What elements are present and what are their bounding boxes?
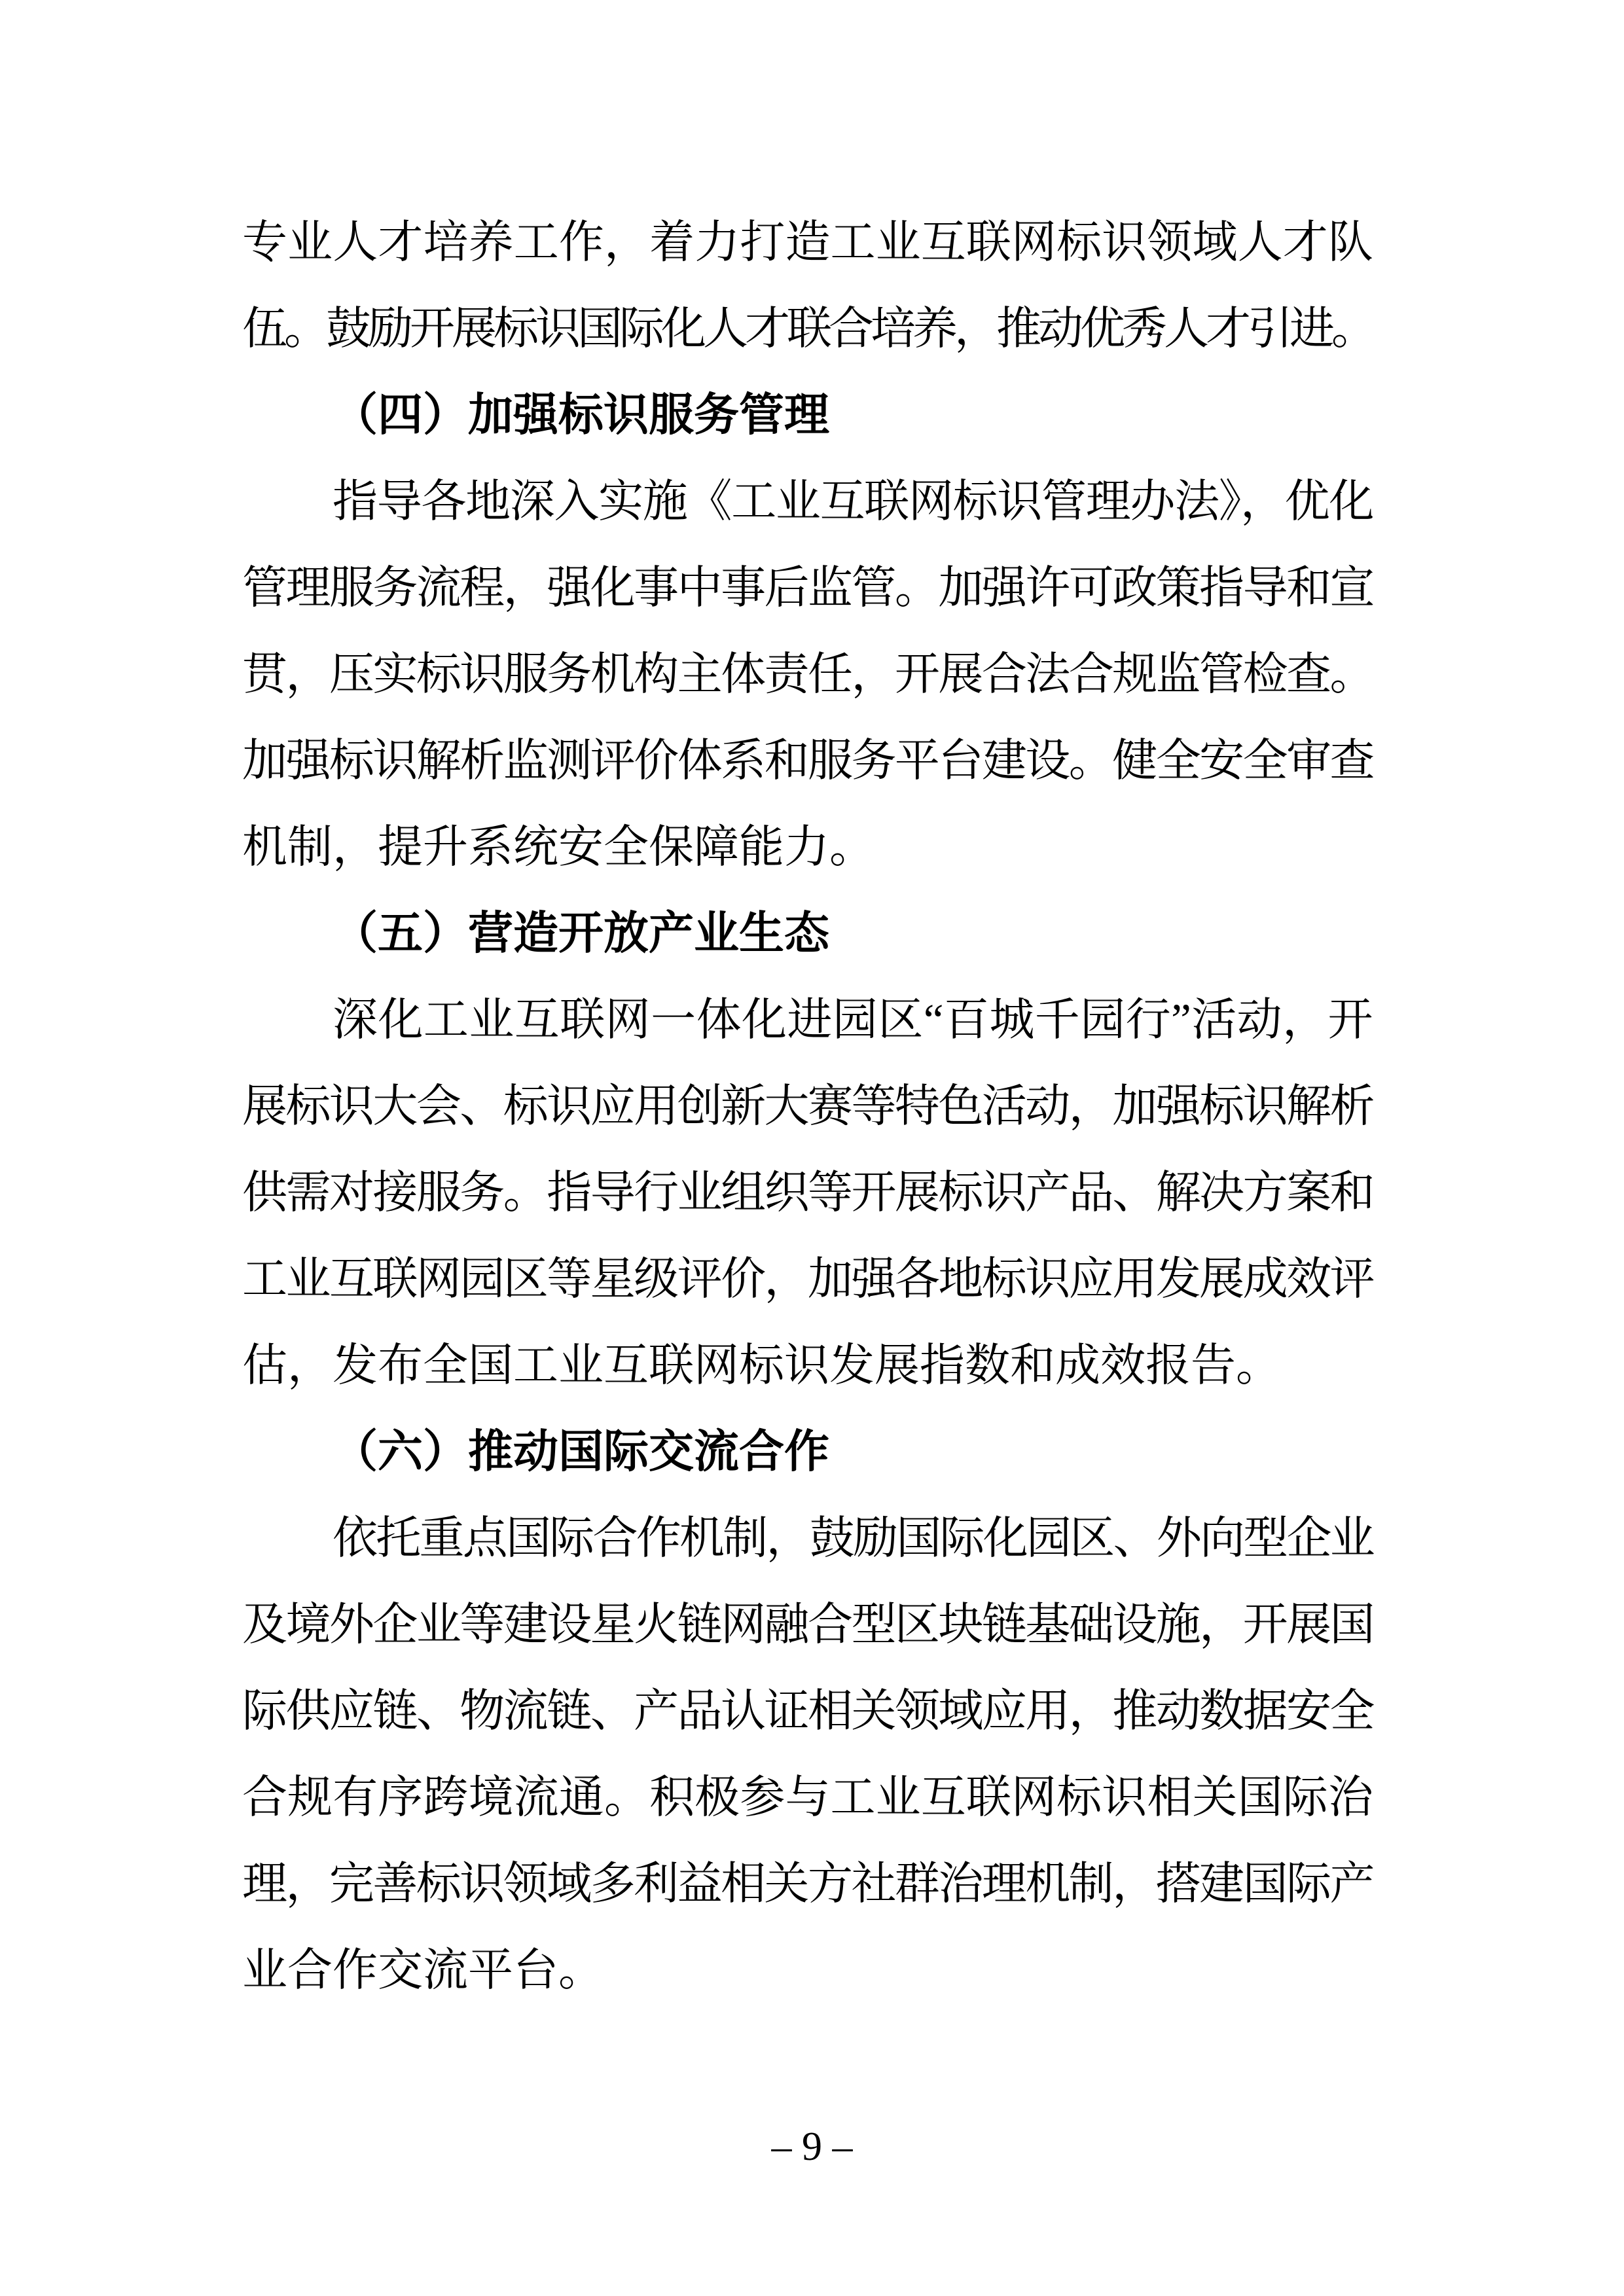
text-line-content: 加强标识解析监测评价体系和服务平台建设。健全安全审查 — [242, 736, 1374, 785]
text-line — [242, 199, 1373, 285]
text-line — [242, 977, 1373, 1063]
text-line-content: 估，发布全国工业互联网标识发展指数和成效报告。 — [242, 1340, 1281, 1390]
text-line — [242, 1840, 1373, 1927]
text-line-content: 指导各地深入实施《工业互联网标识管理办法》，优化 — [333, 476, 1373, 526]
text-line-content: （四）加强标识服务管理 — [333, 390, 829, 440]
text-line — [242, 631, 1373, 717]
text-line-content: 贯，压实标识服务机构主体责任，开展合法合规监管检查。 — [242, 649, 1374, 699]
text-line-content: 工业互联网园区等星级评价，加强各地标识应用发展成效评 — [242, 1254, 1374, 1304]
text-line — [242, 804, 1373, 890]
text-line — [242, 545, 1373, 631]
text-line-content: （六）推动国际交流合作 — [333, 1427, 829, 1477]
text-line-content: 专业人才培养工作，着力打造工业互联网标识领域人才队 — [242, 217, 1373, 267]
text-line-content: 合规有序跨境流通。积极参与工业互联网标识相关国际治 — [242, 1772, 1373, 1822]
section-heading-line — [242, 372, 1373, 458]
text-line — [242, 458, 1373, 545]
text-line-content: 及境外企业等建设星火链网融合型区块链基础设施，开展国 — [242, 1600, 1374, 1649]
text-line — [242, 1668, 1373, 1754]
text-line — [242, 1236, 1373, 1322]
text-line-content: （五）营造开放产业生态 — [333, 908, 829, 958]
text-line — [242, 1322, 1373, 1408]
text-line-content: 依托重点国际合作机制，鼓励国际化园区、外向型企业 — [333, 1513, 1373, 1563]
section-heading-line — [242, 1408, 1373, 1495]
text-line — [242, 1149, 1373, 1236]
page-footer — [0, 2119, 1624, 2174]
text-line — [242, 285, 1373, 372]
text-line — [242, 1063, 1373, 1149]
text-line — [242, 1927, 1373, 2013]
text-line-content: 理，完善标识领域多利益相关方社群治理机制，搭建国际产 — [242, 1859, 1374, 1909]
page-number: – 9 – — [771, 2125, 853, 2169]
text-line-content: 供需对接服务。指导行业组织等开展标识产品、解决方案和 — [242, 1168, 1374, 1217]
text-line-content: 业合作交流平台。 — [242, 1945, 604, 1995]
text-line-content: 际供应链、物流链、产品认证相关领域应用，推动数据安全 — [242, 1686, 1374, 1736]
text-line — [242, 1495, 1373, 1581]
text-line — [242, 1754, 1373, 1840]
text-line-content: 展标识大会、标识应用创新大赛等特色活动，加强标识解析 — [242, 1081, 1374, 1131]
text-line-content: 机制，提升系统安全保障能力。 — [242, 822, 875, 872]
text-line — [242, 717, 1373, 804]
text-line-content: 管理服务流程，强化事中事后监管。加强许可政策指导和宣 — [242, 563, 1374, 613]
text-line-content: 深化工业互联网一体化进园区“百城千园行”活动，开 — [333, 995, 1373, 1045]
text-line-content: 伍。鼓励开展标识国际化人才联合培养，推动优秀人才引进。 — [242, 304, 1373, 353]
text-line — [242, 1581, 1373, 1668]
section-heading-line — [242, 890, 1373, 977]
text-block — [242, 199, 1373, 2013]
